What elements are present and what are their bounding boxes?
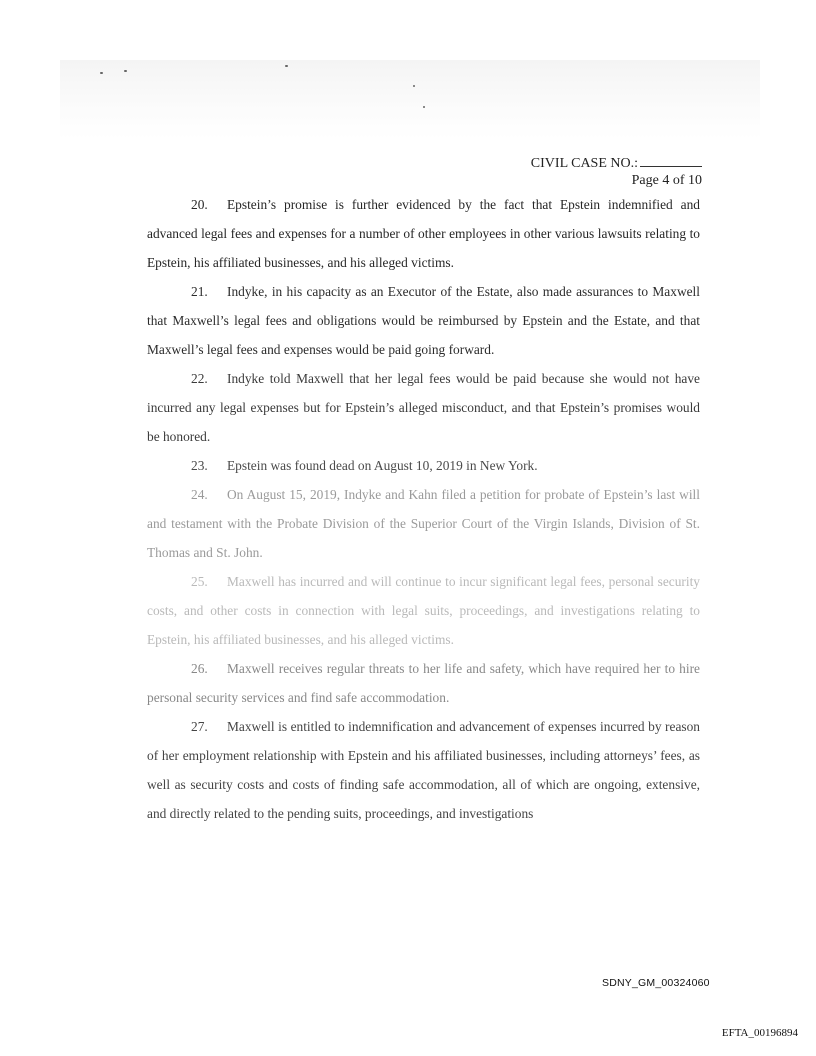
paragraph-20 xyxy=(147,190,700,277)
page-header xyxy=(470,155,702,189)
paragraph-number: 25. xyxy=(191,574,208,589)
scan-speck xyxy=(413,85,415,87)
civil-case-label: CIVIL CASE NO.: xyxy=(530,156,638,171)
paragraph-number: 22. xyxy=(191,371,208,386)
page-number: Page 4 of 10 xyxy=(631,173,702,188)
paragraph-text: Maxwell has incurred and will continue to incur significant legal fees, personal security costs, and other costs in connection with legal suits, proceedings, and investigations relating to Epstein, his affiliated businesses, and his alleged victims. xyxy=(147,574,700,647)
paragraph-text: Indyke told Maxwell that her legal fees would be paid because she would not have incurred any legal expenses but for Epstein’s alleged misconduct, and that Epstein’s promises would be honored. xyxy=(147,371,700,444)
paragraph-number: 20. xyxy=(191,197,208,212)
paragraph-text: Epstein’s promise is further evidenced by the fact that Epstein indemnified and advanced legal fees and expenses for a number of other employees in other various lawsuits relating to Epstein, his affiliated businesses, and his alleged victims. xyxy=(147,197,700,270)
paragraph-text: On August 15, 2019, Indyke and Kahn filed a petition for probate of Epstein’s last will and testament with the Probate Division of the Superior Court of the Virgin Islands, Division of St. Thomas and St. John. xyxy=(147,487,700,560)
paragraph-23 xyxy=(147,451,700,480)
paragraph-text: Indyke, in his capacity as an Executor of the Estate, also made assurances to Maxwell that Maxwell’s legal fees and obligations would be reimbursed by Epstein and the Estate, and that Maxwell’s legal fees and expenses would be paid going forward. xyxy=(147,284,700,357)
paragraph-text: Epstein was found dead on August 10, 2019 in New York. xyxy=(227,458,538,473)
scan-speck xyxy=(124,70,127,72)
scan-speck xyxy=(285,65,288,67)
paragraph-number: 27. xyxy=(191,719,208,734)
scan-artifact-band xyxy=(60,60,760,140)
paragraph-number: 26. xyxy=(191,661,208,676)
efta-number: EFTA_00196894 xyxy=(721,1027,798,1039)
paragraph-number: 23. xyxy=(191,458,208,473)
paragraph-27 xyxy=(147,712,700,828)
paragraph-21 xyxy=(147,277,700,364)
paragraph-25 xyxy=(147,567,700,654)
paragraph-24 xyxy=(147,480,700,567)
document-body xyxy=(147,190,700,828)
paragraph-number: 24. xyxy=(191,487,208,502)
bates-number: SDNY_GM_00324060 xyxy=(602,977,710,989)
scan-speck xyxy=(100,72,103,74)
paragraph-text: Maxwell is entitled to indemnification and advancement of expenses incurred by reason of her employment relationship with Epstein and his affiliated businesses, including attorneys’ fees, as well as security costs and costs of finding safe accommodation, all of which are ongoing, extensive, and directly related to the pending suits, proceedings, and investigations xyxy=(147,719,700,821)
case-number-blank xyxy=(640,155,702,167)
paragraph-26 xyxy=(147,654,700,712)
scan-speck xyxy=(423,106,425,108)
paragraph-text: Maxwell receives regular threats to her life and safety, which have required her to hire personal security services and find safe accommodation. xyxy=(147,661,700,705)
civil-case-number-line xyxy=(470,155,702,172)
paragraph-22 xyxy=(147,364,700,451)
paragraph-number: 21. xyxy=(191,284,208,299)
